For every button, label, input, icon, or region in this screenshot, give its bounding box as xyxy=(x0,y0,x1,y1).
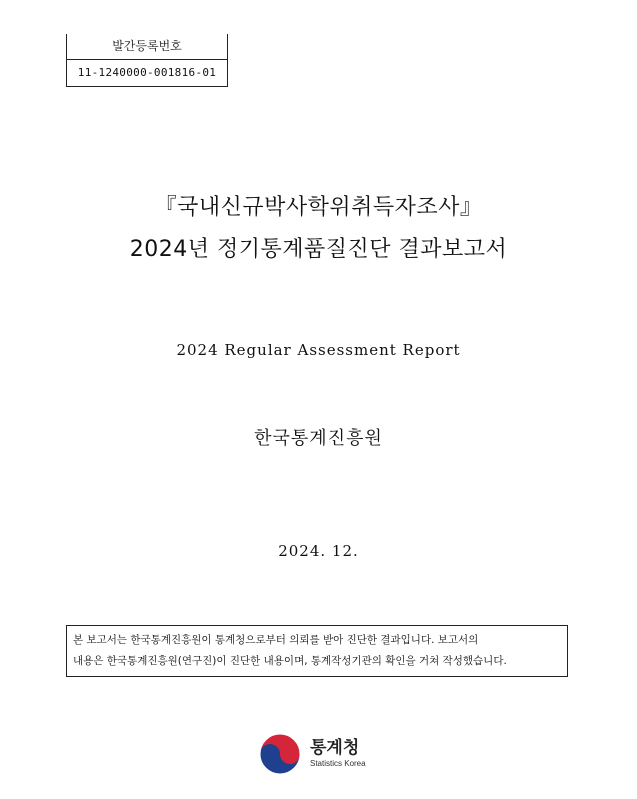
notice-box xyxy=(66,625,568,677)
organization-name: 한국통계진흥원 xyxy=(254,428,383,449)
logo-english-name: Statistics Korea xyxy=(310,759,366,768)
logo-korean-name: 통계청 xyxy=(310,738,360,758)
notice-line1: 본 보고서는 한국통계진흥원이 통계청으로부터 의뢰를 받아 진단한 결과입니다. 보고서의 xyxy=(73,634,479,646)
publication-registration-label: 발간등록번호 xyxy=(67,34,227,60)
report-date: 2024. 12. xyxy=(278,542,359,560)
report-title-line2: 2024년 정기통계품질진단 결과보고서 xyxy=(129,237,508,262)
report-title-line1: 『국내신규박사학위취득자조사』 xyxy=(154,195,483,220)
notice-line2: 내용은 한국통계진흥원(연구진)이 진단한 내용이며, 통계작성기관의 확인을 거쳐 작성했습니다. xyxy=(73,655,507,667)
report-subtitle: 2024 Regular Assessment Report xyxy=(176,341,461,359)
publication-registration-number: 11-1240000-001816-01 xyxy=(77,66,217,79)
taegeuk-emblem-icon xyxy=(258,732,302,776)
publication-registration-box xyxy=(66,34,228,87)
statistics-korea-logo xyxy=(258,732,366,776)
